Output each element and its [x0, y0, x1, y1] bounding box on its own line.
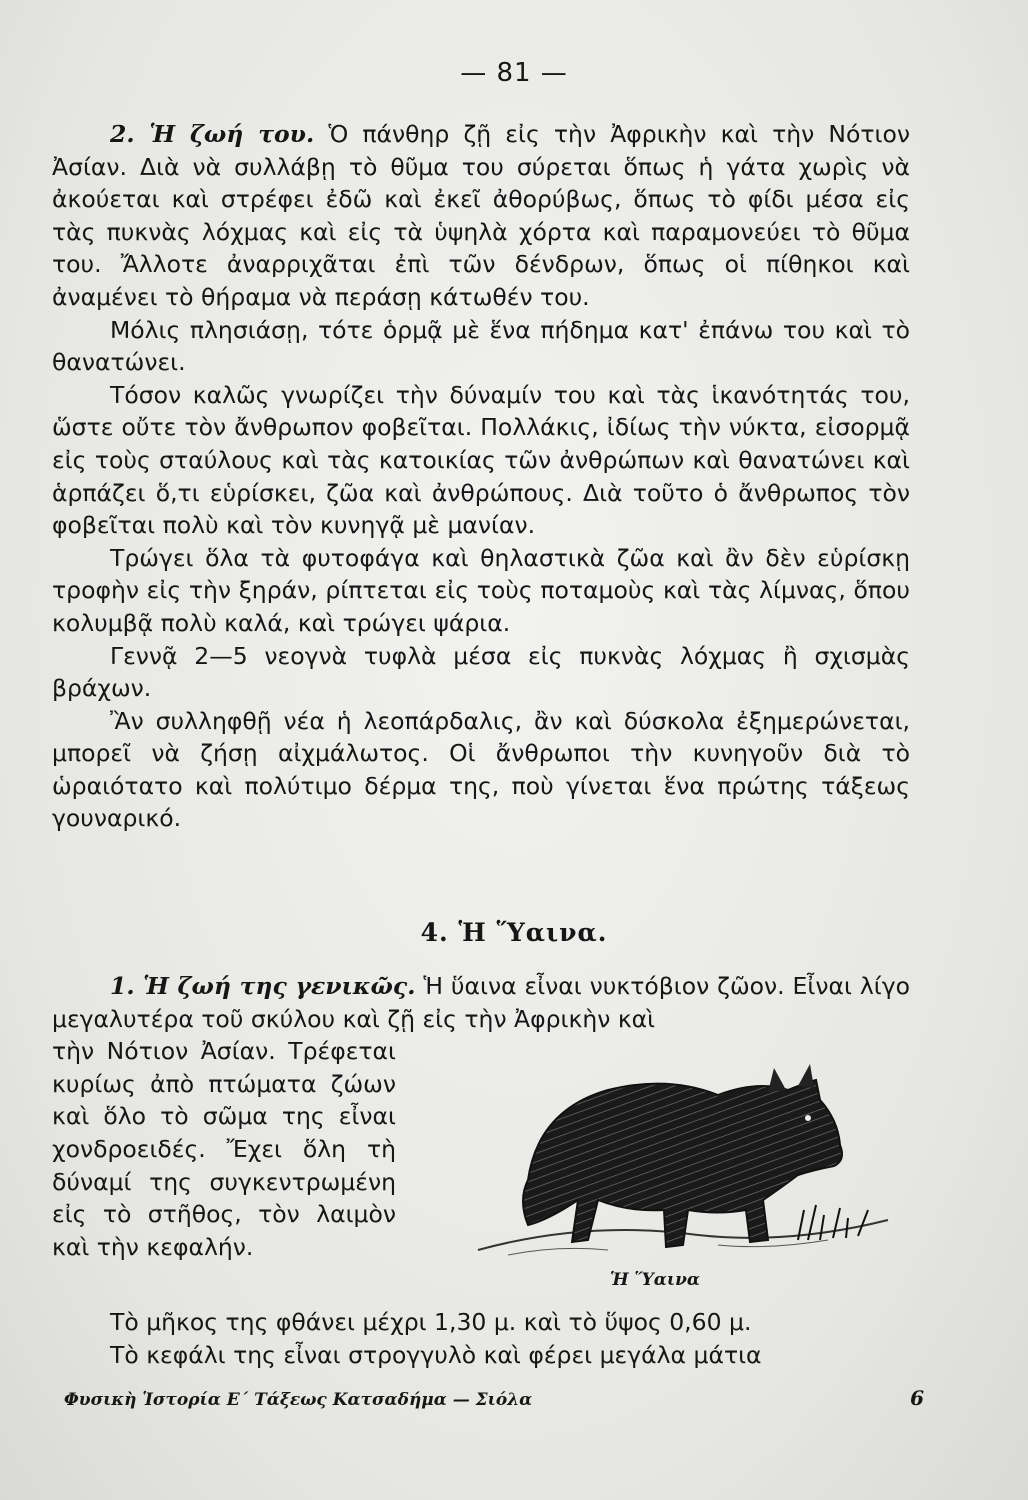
hyena-drawing [468, 1050, 908, 1300]
wrapped-paragraph: τὴν Νότιον Ἀσίαν. Τρέφεται κυρίως ἀπὸ πτώματα ζώων καὶ ὅλο τὸ σῶμα της εἶναι χονδροειδές. Ἔχει ὅλη τὴ δύναμί της συγκεντρωμένη εἰς τὸ στῆθος, τὸν λαιμὸν καὶ τὴν κεφαλήν. [52, 1037, 396, 1261]
page-number: — 81 — [460, 58, 568, 88]
paragraph: Τὸ μῆκος της φθάνει μέχρι 1,30 μ. καὶ τὸ ὕψος 0,60 μ. [110, 1308, 752, 1336]
paragraph: Γεννᾷ 2—5 νεογνὰ τυφλὰ μέσα εἰς πυκνὰς λόχμας ἢ σχισμὰς βράχων. [52, 641, 910, 703]
paragraph: Τόσον καλῶς γνωρίζει τὴν δύναμίν του καὶ τὰς ἱκανότητάς του, ὥστε οὔτε τὸν ἄνθρωπον φοβεῖται. Πολλάκις, ἰδίως τὴν νύκτα, εἰσορμᾷ εἰς τοὺς σταύλους καὶ τὰς κατοικίας τῶν ἀνθρώπων καὶ θανατώνει καὶ ἁρπάζει ὅ,τι εὑρίσκει, ζῶα καὶ ἀνθρώπους. Διὰ τοῦτο ὁ ἄνθρωπος τὸν φοβεῖται πολὺ καὶ τὸν κυνηγᾷ μὲ μανίαν. [52, 380, 910, 540]
hyena-continued [52, 1306, 910, 1371]
footer-text: Φυσικὴ Ἱστορία Ε΄ Τάξεως Κατσαδήμα — Σιόλα [64, 1390, 533, 1410]
paragraph: Τρώγει ὅλα τὰ φυτοφάγα καὶ θηλαστικὰ ζῶα καὶ ἂν δὲν εὑρίσκῃ τροφὴν εἰς τὴν ξηράν, ρίπτεται εἰς τοὺς ποταμοὺς καὶ τὰς λίμνας, ὅπου κολυμβᾷ πολὺ καλά, καὶ τρώγει ψάρια. [52, 543, 910, 637]
panther-section [52, 118, 910, 835]
paragraph: Μόλις πλησιάσῃ, τότε ὁρμᾷ μὲ ἕνα πήδημα κατ' ἐπάνω του καὶ τὸ θανατώνει. [52, 315, 910, 377]
paragraph [52, 118, 910, 314]
paragraph-lead: 2. Ἡ ζωή του. [110, 120, 315, 148]
section-heading: 4. Ἡ Ὕαινα. [420, 918, 608, 947]
paragraph-text: Ὁ πάνθηρ ζῇ εἰς τὴν Ἀφρικὴν καὶ τὴν Νότιον Ἀσίαν. Διὰ νὰ συλλάβῃ τὸ θῦμα του σύρεται ὅπως ἡ γάτα χωρὶς νὰ ἀκούεται καὶ στρέφει ἐδῶ καὶ ἐκεῖ ἀθορύβως, ὅπως τὸ φίδι μέσα εἰς τὰς πυκνὰς λόχμας καὶ εἰς τὰ ὑψηλὰ χόρτα καὶ παραμονεύει τὸ θῦμα του. Ἄλλοτε ἀναρριχᾶται ἐπὶ τῶν δένδρων, ὅπως οἱ πίθηκοι καὶ ἀναμένει τὸ θήραμα νὰ περάσῃ κάτωθέν του. [52, 120, 910, 311]
paragraph [52, 970, 910, 1035]
figure-caption: Ἡ Ὕαινα [610, 1270, 700, 1290]
paragraph-text: Ἡ ὕαινα εἶναι νυκτόβιον ζῶον. Εἶναι λίγο μεγαλυτέρα τοῦ σκύλου καὶ ζῇ εἰς τὴν Ἀφρικὴν καὶ [52, 972, 911, 1033]
paragraph-lead: 1. Ἡ ζωή της γενικῶς. [110, 972, 416, 1000]
page-footer [64, 1386, 924, 1410]
paragraph: Τὸ κεφάλι της εἶναι στρογγυλὸ καὶ φέρει μεγάλα μάτια [110, 1340, 762, 1369]
signature-mark: 6 [910, 1386, 924, 1410]
hyena-illustration [468, 1050, 908, 1300]
paragraph: Ἂν συλληφθῇ νέα ἡ λεοπάρδαλις, ἂν καὶ δύσκολα ἐξημερώνεται, μπορεῖ νὰ ζήσῃ αἰχμάλωτος. Οἱ ἄνθρωποι τὴν κυνηγοῦν διὰ τὸ ὡραιότατο καὶ πολύτιμο δέρμα της, ποὺ γίνεται ἕνα πρώτης τάξεως γουναρικό. [52, 706, 910, 833]
